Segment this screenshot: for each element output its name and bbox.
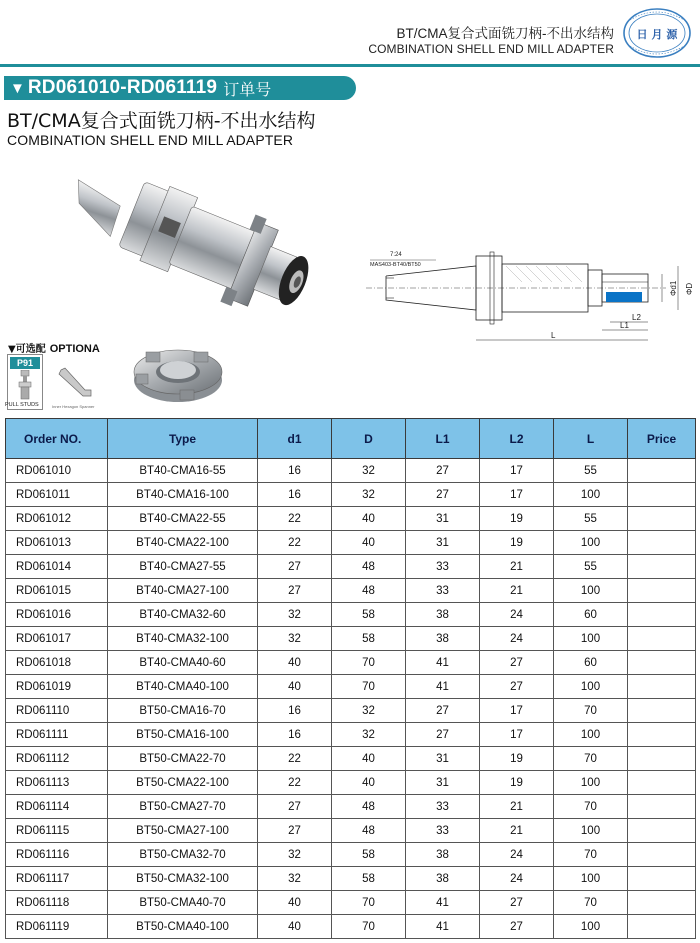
col-header-type: Type: [108, 419, 258, 459]
cell-L: 60: [554, 603, 628, 627]
cell-d1: 22: [258, 771, 332, 795]
table-row: [6, 867, 696, 891]
cell-L1: 38: [406, 843, 480, 867]
cell-D: 58: [332, 867, 406, 891]
brand-logo: [622, 6, 692, 60]
cell-d1: 16: [258, 483, 332, 507]
cell-L1: 27: [406, 483, 480, 507]
cell-order-no: RD061016: [6, 603, 108, 627]
product-title-cn: BT/CMA复合式面铣刀柄-不出水结构: [7, 110, 316, 132]
cell-price: [628, 795, 696, 819]
cell-D: 48: [332, 555, 406, 579]
cell-L: 100: [554, 867, 628, 891]
banner-triangle-icon: ▼: [10, 79, 25, 97]
cell-price: [628, 603, 696, 627]
cell-order-no: RD061015: [6, 579, 108, 603]
hex-wrench-icon: [55, 366, 95, 402]
section-banner: [4, 76, 356, 100]
table-row: [6, 699, 696, 723]
cell-L1: 31: [406, 771, 480, 795]
cell-d1: 27: [258, 819, 332, 843]
cell-type: BT50-CMA27-70: [108, 795, 258, 819]
cell-type: BT40-CMA32-60: [108, 603, 258, 627]
drawing-dim-D: ΦD: [685, 282, 694, 295]
cell-L2: 24: [480, 867, 554, 891]
cell-price: [628, 747, 696, 771]
cell-d1: 40: [258, 675, 332, 699]
cell-price: [628, 771, 696, 795]
cell-price: [628, 915, 696, 939]
table-row: [6, 843, 696, 867]
cell-type: BT40-CMA16-55: [108, 459, 258, 483]
cell-D: 58: [332, 843, 406, 867]
cell-order-no: RD061110: [6, 699, 108, 723]
cell-L2: 27: [480, 891, 554, 915]
cell-type: BT40-CMA27-100: [108, 579, 258, 603]
cell-d1: 40: [258, 891, 332, 915]
pull-studs-label: PULL STUDS: [5, 402, 39, 408]
cell-d1: 27: [258, 795, 332, 819]
cell-L1: 38: [406, 867, 480, 891]
cell-L2: 21: [480, 579, 554, 603]
cell-d1: 16: [258, 723, 332, 747]
cell-L2: 27: [480, 651, 554, 675]
cell-L: 70: [554, 891, 628, 915]
cell-L: 100: [554, 723, 628, 747]
cell-L: 70: [554, 795, 628, 819]
cell-L2: 21: [480, 555, 554, 579]
cell-D: 40: [332, 531, 406, 555]
cell-L: 100: [554, 675, 628, 699]
product-title-en: COMBINATION SHELL END MILL ADAPTER: [7, 132, 294, 148]
table-row: [6, 483, 696, 507]
options-triangle-icon: ▼: [8, 344, 16, 355]
cell-L1: 31: [406, 507, 480, 531]
cell-L1: 27: [406, 699, 480, 723]
cell-D: 40: [332, 771, 406, 795]
cell-type: BT50-CMA22-100: [108, 771, 258, 795]
cell-D: 58: [332, 603, 406, 627]
cell-D: 48: [332, 795, 406, 819]
cell-order-no: RD061010: [6, 459, 108, 483]
col-header-D: D: [332, 419, 406, 459]
cell-type: BT50-CMA32-70: [108, 843, 258, 867]
cell-D: 70: [332, 891, 406, 915]
cell-d1: 32: [258, 867, 332, 891]
cell-L1: 27: [406, 459, 480, 483]
cell-D: 32: [332, 483, 406, 507]
col-header-L1: L1: [406, 419, 480, 459]
table-row: [6, 891, 696, 915]
cell-D: 70: [332, 675, 406, 699]
cell-L: 55: [554, 555, 628, 579]
cell-L: 70: [554, 747, 628, 771]
cell-L: 55: [554, 459, 628, 483]
cell-type: BT50-CMA16-100: [108, 723, 258, 747]
header-title-en: COMBINATION SHELL END MILL ADAPTER: [368, 42, 614, 56]
table-row: [6, 555, 696, 579]
cell-L1: 41: [406, 891, 480, 915]
cell-d1: 16: [258, 459, 332, 483]
cell-L2: 21: [480, 819, 554, 843]
cell-price: [628, 459, 696, 483]
cell-d1: 16: [258, 699, 332, 723]
cell-L: 100: [554, 483, 628, 507]
cell-type: BT50-CMA22-70: [108, 747, 258, 771]
cell-price: [628, 579, 696, 603]
cell-L2: 17: [480, 723, 554, 747]
cell-price: [628, 651, 696, 675]
cell-L1: 41: [406, 915, 480, 939]
cell-price: [628, 819, 696, 843]
cell-price: [628, 531, 696, 555]
table-row: [6, 795, 696, 819]
cell-order-no: RD061014: [6, 555, 108, 579]
drawing-taper-label: 7:24: [390, 252, 402, 258]
cell-type: BT40-CMA16-100: [108, 483, 258, 507]
cell-D: 58: [332, 627, 406, 651]
table-row: [6, 747, 696, 771]
drawing-standard-label: MAS403-BT40/BT50: [370, 262, 421, 268]
cell-L1: 33: [406, 819, 480, 843]
header-title-cn: BT/CMA复合式面铣刀柄-不出水结构: [396, 26, 614, 41]
cell-L: 70: [554, 699, 628, 723]
cell-order-no: RD061117: [6, 867, 108, 891]
cell-D: 40: [332, 747, 406, 771]
cell-order-no: RD061017: [6, 627, 108, 651]
cell-L1: 31: [406, 531, 480, 555]
table-row: [6, 723, 696, 747]
cell-type: BT50-CMA16-70: [108, 699, 258, 723]
cell-D: 32: [332, 459, 406, 483]
col-header-L2: L2: [480, 419, 554, 459]
table-row: [6, 507, 696, 531]
cell-d1: 27: [258, 555, 332, 579]
drive-ring-picture: [128, 330, 228, 410]
cell-L1: 41: [406, 651, 480, 675]
cell-type: BT40-CMA22-55: [108, 507, 258, 531]
cell-price: [628, 699, 696, 723]
cell-type: BT50-CMA32-100: [108, 867, 258, 891]
cell-L2: 24: [480, 603, 554, 627]
drawing-dim-L: L: [551, 331, 556, 340]
cell-price: [628, 723, 696, 747]
cell-type: BT50-CMA40-70: [108, 891, 258, 915]
cell-L1: 33: [406, 555, 480, 579]
table-header-row: [6, 419, 696, 459]
cell-L: 100: [554, 915, 628, 939]
cell-L2: 17: [480, 483, 554, 507]
cell-price: [628, 555, 696, 579]
cell-type: BT40-CMA22-100: [108, 531, 258, 555]
cell-price: [628, 483, 696, 507]
table-row: [6, 579, 696, 603]
table-row: [6, 603, 696, 627]
cell-price: [628, 675, 696, 699]
cell-L1: 38: [406, 603, 480, 627]
cell-d1: 22: [258, 507, 332, 531]
cell-D: 70: [332, 915, 406, 939]
cell-L1: 38: [406, 627, 480, 651]
cell-type: BT50-CMA40-100: [108, 915, 258, 939]
cell-type: BT50-CMA27-100: [108, 819, 258, 843]
cell-L2: 17: [480, 459, 554, 483]
drawing-dim-L2: L2: [632, 313, 641, 322]
cell-d1: 32: [258, 843, 332, 867]
cell-order-no: RD061114: [6, 795, 108, 819]
cell-d1: 32: [258, 627, 332, 651]
pull-stud-icon: [13, 370, 37, 400]
cell-L2: 27: [480, 675, 554, 699]
cell-price: [628, 507, 696, 531]
cell-order-no: RD061012: [6, 507, 108, 531]
cell-L2: 24: [480, 627, 554, 651]
cell-d1: 40: [258, 651, 332, 675]
col-header-order-no: Order NO.: [6, 419, 108, 459]
options-label-en: OPTIONA: [49, 343, 100, 355]
cell-L: 100: [554, 579, 628, 603]
table-row: [6, 531, 696, 555]
options-label-cn: 可选配: [15, 344, 46, 355]
table-row: [6, 651, 696, 675]
cell-order-no: RD061011: [6, 483, 108, 507]
cell-order-no: RD061119: [6, 915, 108, 939]
cell-L2: 24: [480, 843, 554, 867]
cell-L1: 31: [406, 747, 480, 771]
cell-order-no: RD061112: [6, 747, 108, 771]
cell-L1: 27: [406, 723, 480, 747]
cell-d1: 22: [258, 747, 332, 771]
cell-d1: 40: [258, 915, 332, 939]
cell-D: 70: [332, 651, 406, 675]
cell-L: 100: [554, 771, 628, 795]
cell-order-no: RD061111: [6, 723, 108, 747]
drawing-dim-L1: L1: [620, 321, 629, 330]
table-row: [6, 771, 696, 795]
cell-L2: 19: [480, 507, 554, 531]
cell-D: 32: [332, 723, 406, 747]
cell-order-no: RD061018: [6, 651, 108, 675]
cell-order-no: RD061115: [6, 819, 108, 843]
cell-L1: 33: [406, 579, 480, 603]
cell-L2: 27: [480, 915, 554, 939]
technical-drawing: [366, 248, 696, 348]
wrench-label: Inner Hexagon Spanner: [52, 404, 95, 409]
cell-price: [628, 843, 696, 867]
cell-type: BT40-CMA32-100: [108, 627, 258, 651]
col-header-d1: d1: [258, 419, 332, 459]
cell-order-no: RD061116: [6, 843, 108, 867]
cell-d1: 27: [258, 579, 332, 603]
cell-order-no: RD061013: [6, 531, 108, 555]
header-divider: [0, 64, 700, 67]
cell-d1: 22: [258, 531, 332, 555]
cell-L: 70: [554, 843, 628, 867]
table-row: [6, 819, 696, 843]
spec-table: [5, 418, 696, 939]
banner-code-range: RD061010-RD061119: [27, 77, 218, 98]
table-row: [6, 459, 696, 483]
cell-price: [628, 627, 696, 651]
cell-D: 32: [332, 699, 406, 723]
cell-d1: 32: [258, 603, 332, 627]
cell-L2: 21: [480, 795, 554, 819]
cell-order-no: RD061113: [6, 771, 108, 795]
col-header-price: Price: [628, 419, 696, 459]
cell-type: BT40-CMA40-60: [108, 651, 258, 675]
col-header-L: L: [554, 419, 628, 459]
cell-order-no: RD061019: [6, 675, 108, 699]
cell-L: 100: [554, 531, 628, 555]
cell-L1: 33: [406, 795, 480, 819]
cell-type: BT40-CMA40-100: [108, 675, 258, 699]
cell-D: 48: [332, 819, 406, 843]
cell-L: 100: [554, 819, 628, 843]
banner-suffix: 订单号: [223, 79, 272, 99]
drawing-dim-d1: Φd1: [669, 280, 678, 296]
cell-L2: 19: [480, 771, 554, 795]
table-row: [6, 627, 696, 651]
cell-L2: 19: [480, 531, 554, 555]
table-row: [6, 675, 696, 699]
cell-D: 40: [332, 507, 406, 531]
pull-stud-code: P91: [10, 357, 40, 369]
cell-price: [628, 891, 696, 915]
options-label: [8, 340, 100, 355]
cell-type: BT40-CMA27-55: [108, 555, 258, 579]
table-row: [6, 915, 696, 939]
cell-L: 55: [554, 507, 628, 531]
cell-L: 60: [554, 651, 628, 675]
cell-L2: 19: [480, 747, 554, 771]
cell-D: 48: [332, 579, 406, 603]
cell-L2: 17: [480, 699, 554, 723]
cell-price: [628, 867, 696, 891]
logo-text: 日 月 源: [636, 28, 678, 41]
cell-order-no: RD061118: [6, 891, 108, 915]
cell-L1: 41: [406, 675, 480, 699]
cell-L: 100: [554, 627, 628, 651]
